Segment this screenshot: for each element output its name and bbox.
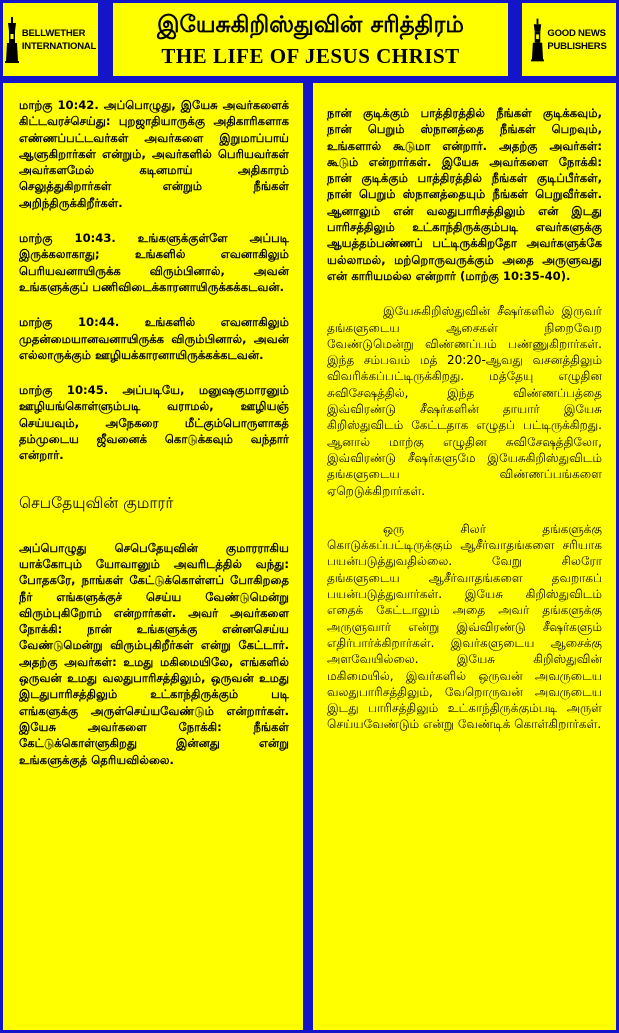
right-logo-box [522, 3, 616, 76]
commentary-paragraph: இயேசுகிறிஸ்துவின் சீஷர்களில் இருவர் தங்களுடைய ஆசைகள் நிறைவேற வேண்டுமென்று விண்ணப்பம் பண்ணுகிறார்கள். இந்த சம்பவம் மத் 20:20-ஆவது வசனத்திலும் விவரிக்கப்பட்டிருக்கிறது. மத்தேயு எழுதின சுவிசேஷத்தில், இந்த விண்ணப்பத்தை இவ்விரண்டு சீஷர்களின் தாயார் இயேசு கிறிஸ்துவிடம் கேட்டதாக எழுதப் பட்டிருக்கிறது. ஆனால் மாற்கு எழுதின சுவிசேஷத்திலோ, இவ்விரண்டு சீஷர்களுமே இயேசுகிறிஸ்துவிடம் தங்களுடைய விண்ணப்பங்களை ஏறெடுக்கிறார்கள். [327, 304, 602, 498]
bellwether-logo [5, 17, 96, 63]
left-logo-line2: INTERNATIONAL [21, 40, 97, 52]
left-logo-line1: BELLWETHER [21, 27, 86, 39]
section-heading: செபதேயுவின் குமாரர் [19, 493, 174, 512]
title-box [113, 3, 508, 76]
verse-paragraph: மாற்கு 10:43. உங்களுக்குள்ளே அப்படி இருக்கலாகாது; உங்களில் எவனாகிலும் பெரியவனாயிருக்க விரும்பினால், அவன் உங்களுக்குப் பணிவிடைக்காரனாயிருக்கக்கடவன். [19, 231, 289, 294]
verse-paragraph: மாற்கு 10:45. அப்படியே, மனுஷகுமாரனும் ஊழியங்கொள்ளும்படி வராமல், ஊழியஞ் செய்யவும், அநேகரை மீட்கும்பொருளாகத் தம்முடைய ஜீவனைக் கொடுக்கவும் வந்தார் என்றார். [19, 383, 289, 463]
bell-tower-icon [531, 17, 544, 63]
right-logo-line1: GOOD NEWS [547, 27, 606, 39]
page-title-tamil: இயேசுகிறிஸ்துவின் சரித்திரம் [157, 12, 464, 38]
scripture-paragraph: அப்பொழுது செபெதேயுவின் குமாரராகிய யாக்கோபும் யோவானும் அவரிடத்தில் வந்து: போதகரே, நாங்கள் கேட்டுக்கொள்ளப் போகிறதை நீர் எங்களுக்குச் செய்ய வேண்டுமென்று விரும்புகிறோம் என்றார்கள். அவர் அவர்களை நோக்கி: நான் உங்களுக்கு என்னசெய்ய வேண்டுமென்று விரும்புகிறீர்கள் என்று கேட்டார். அதற்கு அவர்கள்: உமது மகிமையிலே, எங்களில் ஒருவன் உமது வலதுபாரிசத்திலும், ஒருவன் உமது இடதுபாரிசத்திலும் உட்காந்திருக்கும் படி எங்களுக்கு அருள்செய்யவேண்டும் என்றார்கள். இயேசு அவர்களை நோக்கி: நீங்கள் கேட்டுக்கொள்ளுகிறது இன்னது என்று உங்களுக்குத் தெரியவில்லை. [19, 540, 289, 767]
verse-paragraph: மாற்கு 10:42. அப்பொழுது, இயேசு அவர்களைக் கிட்டவரச்செய்து: புறஜாதியாருக்கு அதிகாரிகளாக எண்ணப்பட்டவர்கள் அவர்களை இறுமாப்பாய் ஆளுகிறார்கள் என்றும், அவர்களில் பெரியவர்கள் அவர்களமேல் கடினமாய் அதிகாரம் செலுத்துகிறார்கள் என்றும் நீங்கள் அறிந்திருக்கிறீர்கள். [19, 98, 289, 210]
commentary-paragraph: ஒரு சிலர் தங்களுக்கு கொடுக்கப்பட்டிருக்கும் ஆசீர்வாதங்களை சரியாக பயன்படுத்துவதில்லை. வேறு சிலரோ தங்களுடைய ஆசீர்வாதங்களை தவறாகப் பயன்படுத்துவார்கள். இயேசு கிறிஸ்துவிடம் எதைக் கேட்டாலும் அதை அவர் தங்களுக்கு அருளுவார் என்று இவ்விரண்டு சீஷர்களும் எதிர்பார்க்கிறார்கள். இவர்களுடைய ஆசைக்கு அளவேயில்லை. இயேசு கிறிஸ்துவின் மகிமையில், இவர்களில் ஒருவன் அவருடைய வலதுபாரிசத்திலும், வேறொருவன் அவருடைய இடது பாரிசத்திலும் உட்காந்திருக்கும்படி அருள் செய்யவேண்டும் என்று வேண்டிக் கொள்கிறார்கள். [327, 521, 602, 732]
verse-paragraph: மாற்கு 10:44. உங்களில் எவனாகிலும் முதன்மையானவனாயிருக்க விரும்பினால், அவன் எல்லாருக்கும் ஊழியக்காரனாயிருக்கக்கடவன். [19, 315, 289, 362]
left-column [3, 83, 303, 1030]
good-news-logo [531, 17, 606, 63]
bell-tower-icon [5, 17, 19, 63]
right-logo-line2: PUBLISHERS [547, 40, 607, 52]
page-title-english: THE LIFE OF JESUS CHRIST [161, 44, 460, 68]
left-logo-box [3, 3, 98, 76]
right-column [313, 83, 616, 1030]
scripture-paragraph: நான் குடிக்கும் பாத்திரத்தில் நீங்கள் குடிக்கவும், நான் பெறும் ஸ்நானத்தை நீங்கள் பெறவும், உங்களால் கூடுமா என்றார். அதற்கு அவர்கள்: கூடும் என்றார்கள். இயேசு அவர்களை நோக்கி: நான் குடிக்கும் பாத்திரத்தில் நீங்கள் குடிப்பீர்கள், நான் பெறும் ஸ்நானத்தையும் நீங்கள் பெறுவீர்கள். ஆனாலும் என் வலதுபாரிசத்திலும் என் இடது பாரிசத்திலும் உட்காந்திருக்கும்படி எவர்களுக்கு ஆயத்தம்பண்ணப் பட்டிருக்கிறதோ அவர்களுக்கே யல்லாமல், மற்றொருவருக்கும் அதை அருளுவது என் காரியமல்ல என்றார் (மாற்கு 10:35-40). [327, 106, 602, 283]
